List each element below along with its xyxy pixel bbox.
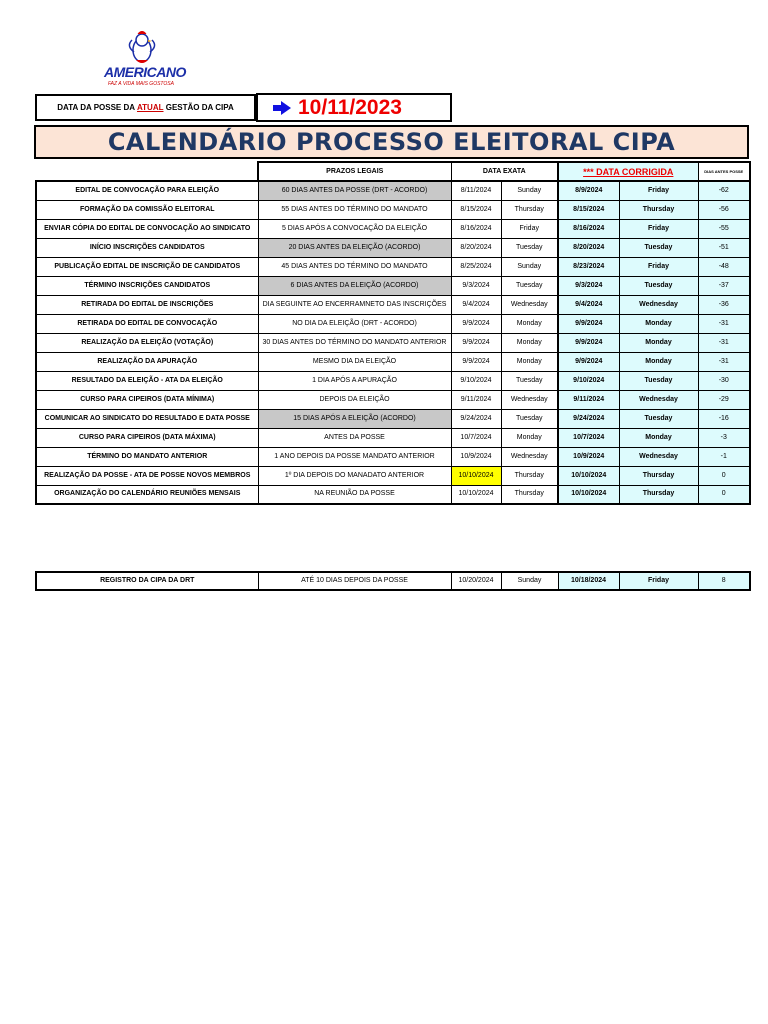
- table-row: [36, 200, 750, 219]
- posse-date-value: 10/11/2023: [298, 95, 402, 119]
- logo-name: AMERICANO: [104, 64, 186, 80]
- row-event: COMUNICAR AO SINDICATO DO RESULTADO E DATA POSSE: [36, 409, 258, 428]
- row-corrected-day: Tuesday: [619, 371, 698, 390]
- header-dias-antes: DIAS ANTES POSSE: [698, 162, 750, 181]
- table-header-row: [36, 162, 750, 181]
- arrow-right-icon: [272, 100, 292, 116]
- row-day: Tuesday: [501, 409, 558, 428]
- row-event: RESULTADO DA ELEIÇÃO - ATA DA ELEIÇÃO: [36, 371, 258, 390]
- table-row: [36, 390, 750, 409]
- row-days-before: -37: [698, 276, 750, 295]
- row-days-before: 0: [698, 466, 750, 485]
- row-day: Thursday: [501, 200, 558, 219]
- row-prazo: DIA SEGUINTE AO ENCERRAMNETO DAS INSCRIÇÕES: [258, 295, 451, 314]
- row-day: Monday: [501, 314, 558, 333]
- registro-event: REGISTRO DA CIPA DA DRT: [36, 572, 258, 590]
- registro-days-before: 8: [698, 572, 750, 590]
- row-event: FORMAÇÃO DA COMISSÃO ELEITORAL: [36, 200, 258, 219]
- row-prazo: 30 DIAS ANTES DO TÉRMINO DO MANDATO ANTERIOR: [258, 333, 451, 352]
- row-day: Wednesday: [501, 447, 558, 466]
- row-days-before: -31: [698, 333, 750, 352]
- registro-date: 10/20/2024: [451, 572, 501, 590]
- row-date: 9/4/2024: [451, 295, 501, 314]
- row-prazo: 1º DIA DEPOIS DO MANADATO ANTERIOR: [258, 466, 451, 485]
- row-day: Tuesday: [501, 371, 558, 390]
- table-row: [36, 409, 750, 428]
- row-prazo: 15 DIAS APÓS A ELEIÇÃO (ACORDO): [258, 409, 451, 428]
- row-event: TÉRMINO INSCRIÇÕES CANDIDATOS: [36, 276, 258, 295]
- row-date: 9/10/2024: [451, 371, 501, 390]
- row-prazo: DEPOIS DA ELEIÇÃO: [258, 390, 451, 409]
- registro-corrected-date: 10/18/2024: [558, 572, 619, 590]
- row-date: 10/10/2024: [451, 466, 501, 485]
- row-corrected-day: Tuesday: [619, 276, 698, 295]
- row-days-before: -29: [698, 390, 750, 409]
- table-row: [36, 485, 750, 504]
- row-corrected-day: Monday: [619, 314, 698, 333]
- row-days-before: -51: [698, 238, 750, 257]
- header-prazos: PRAZOS LEGAIS: [258, 162, 451, 181]
- calendar-table: [35, 161, 751, 505]
- row-date: 8/15/2024: [451, 200, 501, 219]
- row-day: Monday: [501, 352, 558, 371]
- row-corrected-date: 8/9/2024: [558, 181, 619, 200]
- row-corrected-day: Wednesday: [619, 447, 698, 466]
- posse-label-atual: ATUAL: [136, 103, 164, 112]
- table-row: [36, 276, 750, 295]
- row-prazo: 60 DIAS ANTES DA POSSE (DRT - ACORDO): [258, 181, 451, 200]
- row-event: RETIRADA DO EDITAL DE INSCRIÇÕES: [36, 295, 258, 314]
- row-prazo: 55 DIAS ANTES DO TÉRMINO DO MANDATO: [258, 200, 451, 219]
- row-corrected-day: Friday: [619, 219, 698, 238]
- row-prazo: 6 DIAS ANTES DA ELEIÇÃO (ACORDO): [258, 276, 451, 295]
- row-event: REALIZAÇÃO DA ELEIÇÃO (VOTAÇÃO): [36, 333, 258, 352]
- row-days-before: -36: [698, 295, 750, 314]
- page-title: CALENDÁRIO PROCESSO ELEITORAL CIPA: [34, 125, 749, 159]
- table-row: [36, 314, 750, 333]
- row-days-before: -48: [698, 257, 750, 276]
- row-day: Sunday: [501, 257, 558, 276]
- row-event: PUBLICAÇÃO EDITAL DE INSCRIÇÃO DE CANDIDATOS: [36, 257, 258, 276]
- row-days-before: -1: [698, 447, 750, 466]
- row-corrected-day: Monday: [619, 352, 698, 371]
- table-row: [36, 181, 750, 200]
- row-days-before: -55: [698, 219, 750, 238]
- row-day: Wednesday: [501, 390, 558, 409]
- row-day: Wednesday: [501, 295, 558, 314]
- row-corrected-date: 8/15/2024: [558, 200, 619, 219]
- row-prazo: 1 ANO DEPOIS DA POSSE MANDATO ANTERIOR: [258, 447, 451, 466]
- row-day: Tuesday: [501, 238, 558, 257]
- row-day: Monday: [501, 333, 558, 352]
- table-row: [36, 428, 750, 447]
- row-corrected-date: 9/24/2024: [558, 409, 619, 428]
- row-corrected-date: 9/4/2024: [558, 295, 619, 314]
- table-row: [36, 257, 750, 276]
- row-corrected-date: 10/10/2024: [558, 485, 619, 504]
- row-days-before: -62: [698, 181, 750, 200]
- row-corrected-date: 10/9/2024: [558, 447, 619, 466]
- row-day: Thursday: [501, 485, 558, 504]
- row-event: CURSO PARA CIPEIROS (DATA MÍNIMA): [36, 390, 258, 409]
- row-event: ENVIAR CÓPIA DO EDITAL DE CONVOCAÇÃO AO SINDICATO: [36, 219, 258, 238]
- row-days-before: -31: [698, 352, 750, 371]
- table-row: [36, 219, 750, 238]
- row-date: 9/9/2024: [451, 333, 501, 352]
- row-corrected-day: Tuesday: [619, 409, 698, 428]
- row-date: 8/20/2024: [451, 238, 501, 257]
- table-row: [36, 371, 750, 390]
- row-corrected-date: 9/9/2024: [558, 333, 619, 352]
- row-corrected-day: Thursday: [619, 200, 698, 219]
- row-day: Monday: [501, 428, 558, 447]
- row-prazo: ANTES DA POSSE: [258, 428, 451, 447]
- row-date: 8/16/2024: [451, 219, 501, 238]
- row-date: 8/25/2024: [451, 257, 501, 276]
- row-corrected-day: Wednesday: [619, 390, 698, 409]
- row-corrected-day: Monday: [619, 428, 698, 447]
- row-event: REALIZAÇÃO DA APURAÇÃO: [36, 352, 258, 371]
- posse-label-box: [35, 94, 256, 121]
- row-days-before: -16: [698, 409, 750, 428]
- posse-date-box[interactable]: [256, 93, 452, 122]
- row-date: 9/9/2024: [451, 352, 501, 371]
- registro-prazo: ATÉ 10 DIAS DEPOIS DA POSSE: [258, 572, 451, 590]
- row-prazo: NO DIA DA ELEIÇÃO (DRT - ACORDO): [258, 314, 451, 333]
- table-row: [36, 238, 750, 257]
- row-corrected-day: Friday: [619, 181, 698, 200]
- row-corrected-date: 9/9/2024: [558, 352, 619, 371]
- row-event: REALIZAÇÃO DA POSSE - ATA DE POSSE NOVOS MEMBROS: [36, 466, 258, 485]
- row-corrected-day: Friday: [619, 257, 698, 276]
- row-day: Sunday: [501, 181, 558, 200]
- registro-corrected-day: Friday: [619, 572, 698, 590]
- row-days-before: 0: [698, 485, 750, 504]
- row-prazo: NA REUNIÃO DA POSSE: [258, 485, 451, 504]
- row-date: 9/3/2024: [451, 276, 501, 295]
- row-date: 9/9/2024: [451, 314, 501, 333]
- row-date: 10/10/2024: [451, 485, 501, 504]
- row-prazo: 5 DIAS APÓS A CONVOCAÇÃO DA ELEIÇÃO: [258, 219, 451, 238]
- row-corrected-date: 9/9/2024: [558, 314, 619, 333]
- row-corrected-date: 9/11/2024: [558, 390, 619, 409]
- row-prazo: 20 DIAS ANTES DA ELEIÇÃO (ACORDO): [258, 238, 451, 257]
- row-corrected-date: 9/3/2024: [558, 276, 619, 295]
- row-date: 8/11/2024: [451, 181, 501, 200]
- row-date: 9/11/2024: [451, 390, 501, 409]
- row-day: Tuesday: [501, 276, 558, 295]
- header-empty-cell: [36, 162, 258, 181]
- registro-table: [35, 571, 751, 591]
- row-event: RETIRADA DO EDITAL DE CONVOCAÇÃO: [36, 314, 258, 333]
- row-corrected-day: Monday: [619, 333, 698, 352]
- registro-day: Sunday: [501, 572, 558, 590]
- row-event: TÉRMINO DO MANDATO ANTERIOR: [36, 447, 258, 466]
- row-prazo: MESMO DIA DA ELEIÇÃO: [258, 352, 451, 371]
- row-event: CURSO PARA CIPEIROS (DATA MÁXIMA): [36, 428, 258, 447]
- row-event: EDITAL DE CONVOCAÇÃO PARA ELEIÇÃO: [36, 181, 258, 200]
- row-corrected-day: Thursday: [619, 466, 698, 485]
- row-day: Friday: [501, 219, 558, 238]
- row-corrected-day: Wednesday: [619, 295, 698, 314]
- posse-label-post: GESTÃO DA CIPA: [163, 103, 234, 112]
- row-corrected-date: 8/20/2024: [558, 238, 619, 257]
- row-corrected-day: Thursday: [619, 485, 698, 504]
- row-event: INÍCIO INSCRIÇÕES CANDIDATOS: [36, 238, 258, 257]
- table-row: [36, 447, 750, 466]
- row-day: Thursday: [501, 466, 558, 485]
- row-days-before: -30: [698, 371, 750, 390]
- table-row: [36, 352, 750, 371]
- row-date: 9/24/2024: [451, 409, 501, 428]
- row-event: ORGANIZAÇÃO DO CALENDÁRIO REUNIÕES MENSAIS: [36, 485, 258, 504]
- row-corrected-date: 10/7/2024: [558, 428, 619, 447]
- posse-label-pre: DATA DA POSSE DA: [57, 103, 137, 112]
- row-corrected-day: Tuesday: [619, 238, 698, 257]
- row-date: 10/9/2024: [451, 447, 501, 466]
- row-corrected-date: 9/10/2024: [558, 371, 619, 390]
- row-days-before: -56: [698, 200, 750, 219]
- table-row: [36, 572, 750, 590]
- row-days-before: -3: [698, 428, 750, 447]
- table-row: [36, 295, 750, 314]
- header-data-exata: DATA EXATA: [451, 162, 558, 181]
- header-data-corrigida: *** DATA CORRIGIDA: [558, 162, 698, 181]
- row-corrected-date: 10/10/2024: [558, 466, 619, 485]
- company-logo: [100, 30, 190, 90]
- table-row: [36, 333, 750, 352]
- row-corrected-date: 8/23/2024: [558, 257, 619, 276]
- table-row: [36, 466, 750, 485]
- row-days-before: -31: [698, 314, 750, 333]
- logo-tagline: FAZ A VIDA MAIS GOSTOSA: [108, 81, 174, 87]
- row-prazo: 45 DIAS ANTES DO TÉRMINO DO MANDATO: [258, 257, 451, 276]
- row-date: 10/7/2024: [451, 428, 501, 447]
- row-corrected-date: 8/16/2024: [558, 219, 619, 238]
- row-prazo: 1 DIA APÓS A APURAÇÃO: [258, 371, 451, 390]
